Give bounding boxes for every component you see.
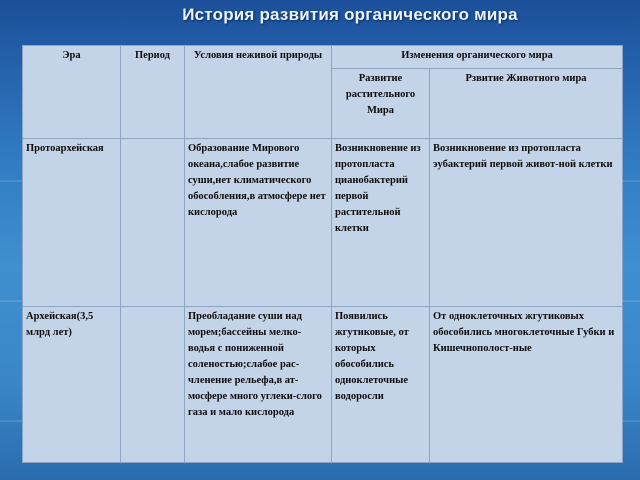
table-row [23,139,623,307]
cell-conditions: Преобладание суши над морем;бассейны мелко-водья с пониженной соленостью;слабое рас-членение рельефа,в ат-мосфере много углеки-слого газа и мало кислорода [185,307,332,463]
cell-period [121,307,185,463]
evolution-table [22,45,623,463]
cell-plants: Появились жгутиковые, от которых обособились одноклеточные водоросли [332,307,430,463]
header-animals: Рзвитие Животного мира [430,69,623,139]
cell-era: Протоархейская [23,139,121,307]
cell-period [121,139,185,307]
cell-conditions: Образование Мирового океана,слабое развитие суши,нет климатического обособления,в атмосфере нет кислорода [185,139,332,307]
slide-title: История развития органического мира [182,5,518,24]
cell-animals: Возникновение из протопласта эубактерий первой живот-ной клетки [430,139,623,307]
header-era: Эра [23,46,121,139]
table-row [23,307,623,463]
header-conditions: Условия неживой природы [185,46,332,139]
header-period: Период [121,46,185,139]
cell-era: Архейская(3,5 млрд лет) [23,307,121,463]
cell-animals: От одноклеточных жгутиковых обособились многоклеточные Губки и Кишечнополост-ные [430,307,623,463]
header-changes: Изменения органического мира [332,46,623,69]
header-plants: Развитие растительного Мира [332,69,430,139]
cell-plants: Возникновение из протопласта цианобактерий первой растительной клетки [332,139,430,307]
